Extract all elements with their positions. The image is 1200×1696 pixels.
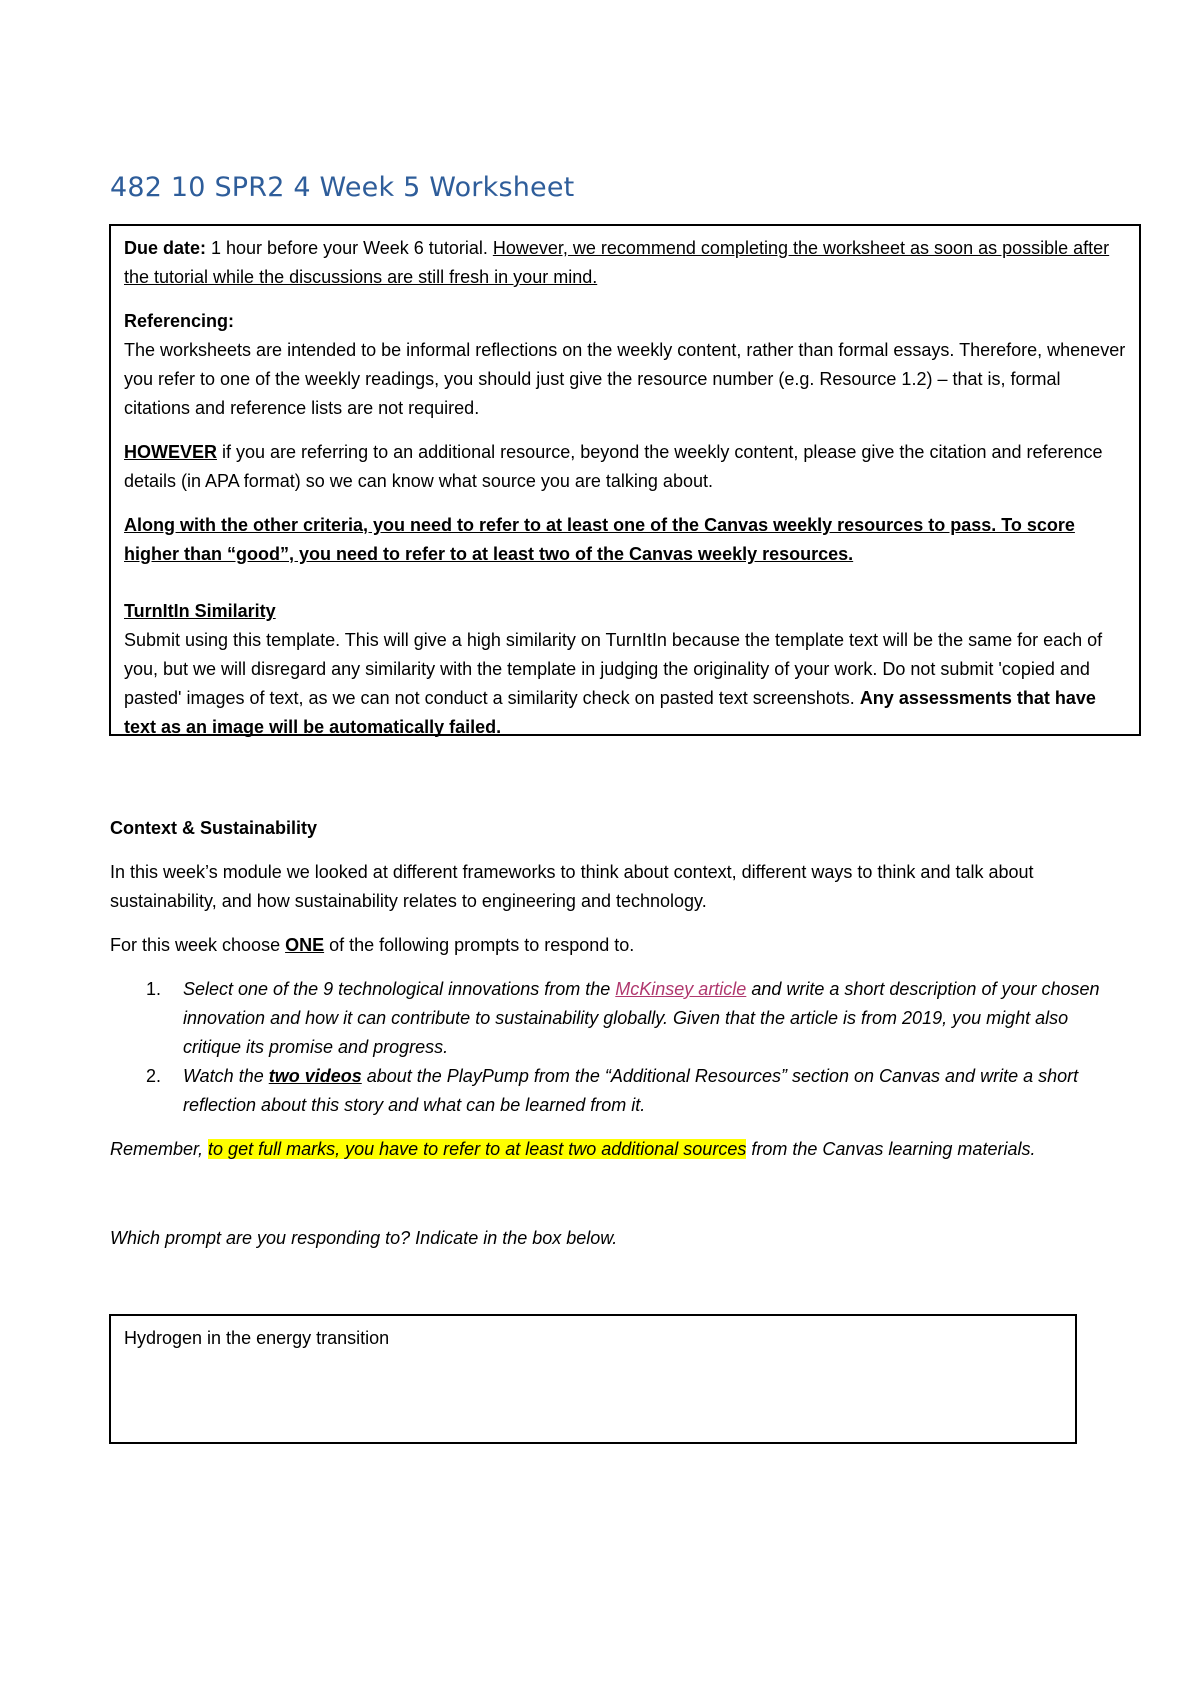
pass-criteria: Along with the other criteria, you need to refer to at least one of the Canvas weekly resources to pass. To score higher than “good”, you need to refer to at least two of the Canvas weekly resources. xyxy=(124,515,1075,564)
remember-note xyxy=(110,1135,1110,1164)
choose-one: ONE xyxy=(285,935,325,955)
page-title: 482 10 SPR2 4 Week 5 Worksheet xyxy=(110,172,575,203)
which-prompt-question: Which prompt are you responding to? Indicate in the box below. xyxy=(110,1228,618,1248)
mckinsey-article-link[interactable]: McKinsey article xyxy=(615,979,747,999)
section-intro: In this week’s module we looked at different frameworks to think about context, different ways to think and talk about sustainability, and how sustainability relates to engineering and technology. xyxy=(110,862,1034,911)
turnitin-warning: Any assessments that have text as an image will be automatically failed. xyxy=(124,688,1096,737)
however-label: HOWEVER xyxy=(124,442,218,462)
list-item xyxy=(110,1062,1110,1120)
turnitin-heading: TurnItIn Similarity xyxy=(124,601,276,621)
referencing-text: The worksheets are intended to be informal reflections on the weekly content, rather than formal essays. Therefore, whenever you refer to one of the weekly readings, you should just give the resource number (e.g. Resource 1.2) – that is, formal citations and reference lists are not required. xyxy=(124,340,1126,418)
section-heading: Context & Sustainability xyxy=(110,818,318,838)
due-date-label: Due date: xyxy=(124,238,207,258)
however-text: if you are referring to an additional resource, beyond the weekly content, please give the citation and reference details (in APA format) so we can know what source you are talking about. xyxy=(124,442,1103,491)
due-date-paragraph xyxy=(124,234,1126,292)
two-videos-emphasis: two videos xyxy=(268,1066,362,1086)
instructions-box xyxy=(109,224,1141,736)
answer-box[interactable] xyxy=(109,1314,1077,1444)
list-number: 2. xyxy=(146,1066,162,1086)
prompt-text-pre: Select one of the 9 technological innovations from the xyxy=(183,979,616,999)
prompt-text-post: and write a short description of your chosen innovation and how it can contribute to sustainability globally. Given that the article is from 2019, you might also critique its promise and progress. xyxy=(183,979,1100,1057)
turnitin-text: Submit using this template. This will give a high similarity on TurnItIn because the template text will be the same for each of you, but we will disregard any similarity with the template in judging the originality of your work. Do not submit 'copied and pasted' images of text, as we can not conduct a similarity check on pasted text screenshots. xyxy=(124,630,1103,708)
context-section xyxy=(110,814,1110,1253)
due-date-text: 1 hour before your Week 6 tutorial. xyxy=(206,238,493,258)
choose-instruction xyxy=(110,931,1110,960)
prompt-list xyxy=(110,975,1110,1120)
turnitin-paragraph xyxy=(124,626,1126,742)
answer-text[interactable]: Hydrogen in the energy transition xyxy=(124,1328,390,1348)
referencing-heading: Referencing: xyxy=(124,311,235,331)
remember-post: from the Canvas learning materials. xyxy=(746,1139,1036,1159)
prompt-text-post: about the PlayPump from the “Additional Resources” section on Canvas and write a short reflection about this story and what can be learned from it. xyxy=(183,1066,1079,1115)
however-paragraph xyxy=(124,438,1126,496)
choose-pre: For this week choose xyxy=(110,935,286,955)
list-item xyxy=(110,975,1110,1062)
prompt-text-pre: Watch the xyxy=(183,1066,269,1086)
remember-pre: Remember, xyxy=(110,1139,209,1159)
list-number: 1. xyxy=(146,979,162,999)
remember-highlight: to get full marks, you have to refer to at least two additional sources xyxy=(208,1139,747,1159)
due-date-recommendation: However, we recommend completing the worksheet as soon as possible after the tutorial while the discussions are still fresh in your mind. xyxy=(124,238,1110,287)
choose-post: of the following prompts to respond to. xyxy=(324,935,635,955)
